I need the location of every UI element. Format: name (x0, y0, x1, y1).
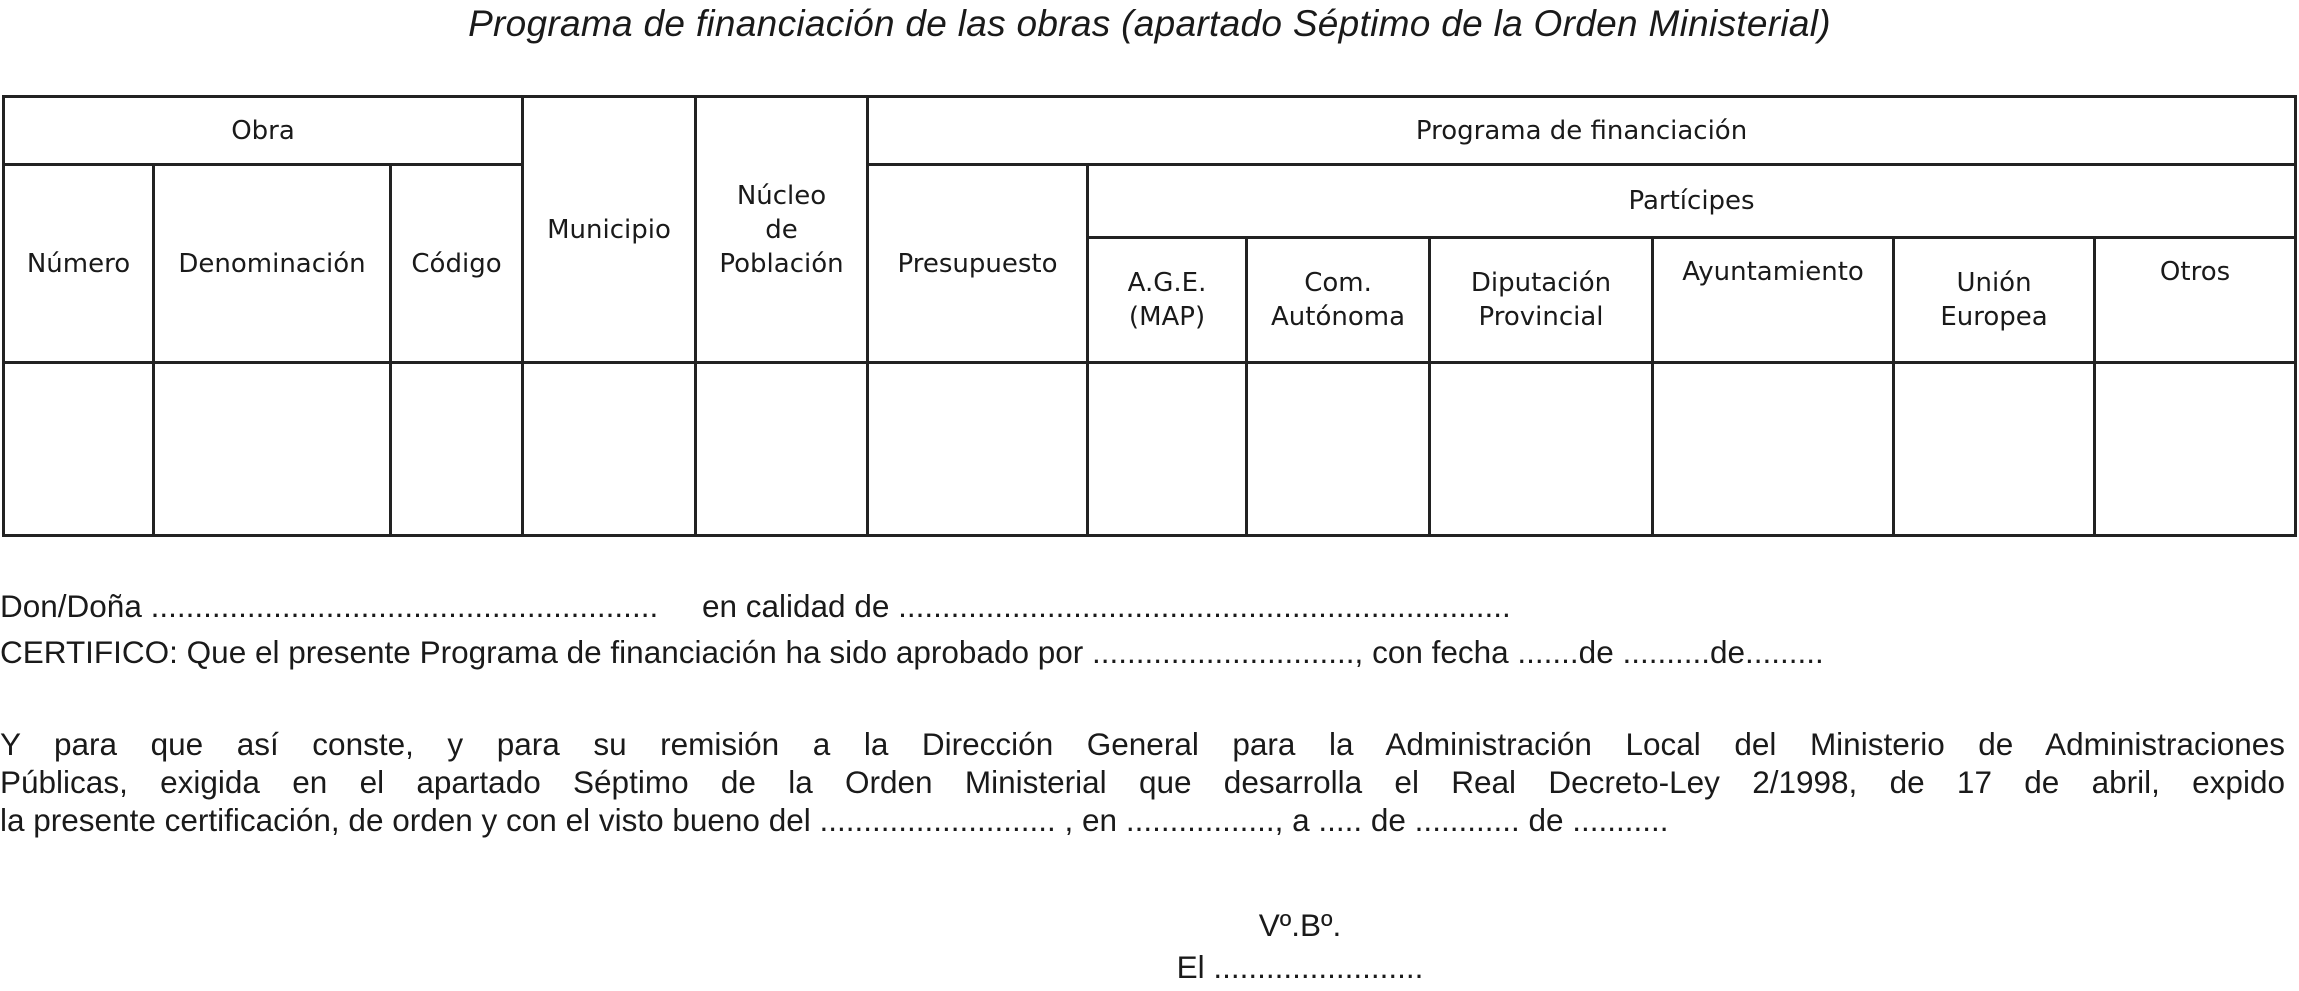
certification-paragraph (0, 725, 2285, 839)
certifico-line: CERTIFICO: Que el presente Programa de financiación ha sido aprobado por .............................., con fecha .......de ..........de......... (0, 634, 1824, 670)
com-autonoma-header (1247, 238, 1430, 363)
presupuesto-header: Presupuesto (868, 165, 1088, 363)
nucleo-header (696, 97, 868, 363)
ue-line-1: Unión (1956, 268, 2032, 298)
paragraph-line-2: Públicas, exigida en el apartado Séptimo de la Orden Ministerial que desarrolla el Real Decreto-Ley 2/1998, de 17 de abril, expido (0, 764, 2285, 800)
participes-header: Partícipes (1088, 165, 2296, 238)
age-line-1: A.G.E. (1127, 268, 1207, 298)
dip-line-2: Provincial (1478, 302, 1604, 332)
obra-header: Obra (4, 97, 523, 165)
header-row-1 (4, 97, 2296, 165)
paragraph-line-3: la presente certificación, de orden y con el visto bueno del ........................... , en ................., a ..... de ............ de ........... (0, 802, 1669, 838)
cell-municipio[interactable] (523, 363, 696, 536)
financing-table (2, 95, 2297, 537)
cell-numero[interactable] (4, 363, 154, 536)
nucleo-line-2: de (765, 214, 798, 245)
header-row-2 (4, 165, 2296, 238)
com-line-1: Com. (1304, 268, 1372, 298)
municipio-header: Municipio (523, 97, 696, 363)
age-line-2: (MAP) (1128, 302, 1206, 332)
cell-nucleo[interactable] (696, 363, 868, 536)
paragraph-line-1: Y para que así conste, y para su remisión a la Dirección General para la Administración Local del Ministerio de Administraciones (0, 726, 2285, 762)
dip-line-1: Diputación (1470, 268, 1612, 298)
cell-age[interactable] (1088, 363, 1247, 536)
cell-otros[interactable] (2095, 363, 2296, 536)
codigo-header: Código (391, 165, 523, 363)
cell-union-europea[interactable] (1894, 363, 2095, 536)
ayuntamiento-header: Ayuntamiento (1653, 238, 1894, 363)
com-line-2: Autónoma (1271, 302, 1406, 332)
diputacion-header (1430, 238, 1653, 363)
cell-codigo[interactable] (391, 363, 523, 536)
signatory-line: El ........................ (1176, 949, 1424, 985)
age-header (1088, 238, 1247, 363)
ue-line-2: Europea (1940, 302, 2048, 332)
vobo-label: Vº.Bº. (1258, 907, 1342, 943)
don-dona-line: Don/Doña .......................................................... en calidad de ...................................................................... (0, 588, 1511, 624)
data-row (4, 363, 2296, 536)
document-title: Programa de financiación de las obras (apartado Séptimo de la Orden Ministerial) (468, 3, 1831, 44)
denominacion-header: Denominación (154, 165, 391, 363)
cell-diputacion[interactable] (1430, 363, 1653, 536)
nucleo-line-1: Núcleo (736, 180, 827, 211)
cell-ayuntamiento[interactable] (1653, 363, 1894, 536)
nucleo-line-3: Población (719, 248, 844, 279)
union-europea-header (1894, 238, 2095, 363)
programa-header: Programa de financiación (868, 97, 2296, 165)
cell-presupuesto[interactable] (868, 363, 1088, 536)
otros-header: Otros (2095, 238, 2296, 363)
numero-header: Número (4, 165, 154, 363)
cell-denominacion[interactable] (154, 363, 391, 536)
cell-com-autonoma[interactable] (1247, 363, 1430, 536)
